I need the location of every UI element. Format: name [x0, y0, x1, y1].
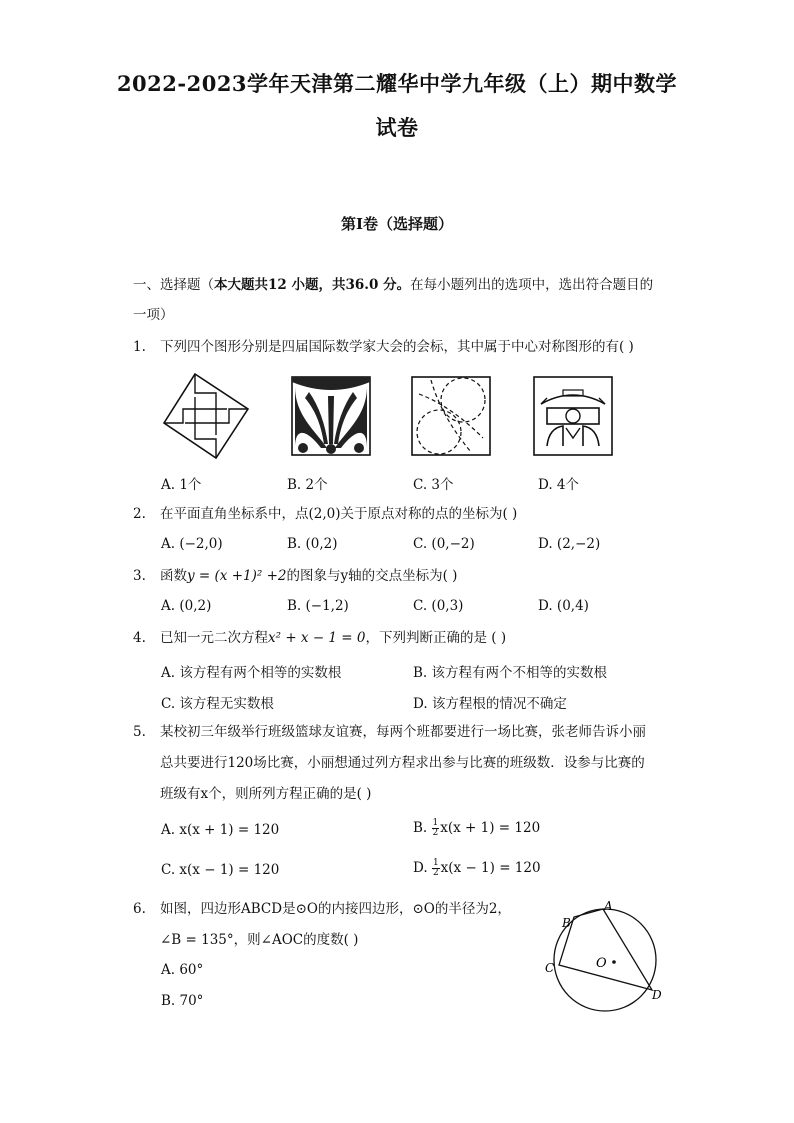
q2-option-d: D. (2,−2)	[538, 536, 601, 552]
question-3	[133, 561, 457, 591]
q1-figure-4	[533, 376, 613, 456]
q2-option-b: B. (0,2)	[287, 536, 338, 552]
question-5	[133, 717, 646, 747]
question-text: 下列四个图形分别是四届国际数学家大会的会标，其中属于中心对称图形的有( )	[160, 339, 634, 355]
question-formula: x² + x − 1 = 0	[268, 630, 366, 646]
q1-option-a: A. 1个	[161, 477, 202, 493]
q6-option-b: B. 70°	[161, 993, 204, 1009]
q3-option-b: B. (−1,2)	[287, 598, 349, 614]
question-number: 3.	[133, 568, 146, 584]
q5-option-a: A. x(x + 1) = 120	[161, 822, 280, 838]
q4-option-a: A. 该方程有两个相等的实数根	[161, 665, 342, 681]
question-formula: y = (x +1)² +2	[187, 568, 287, 584]
question-6	[133, 894, 511, 924]
page-title-line1: 2022-2023学年天津第二耀华中学九年级（上）期中数学	[116, 71, 678, 96]
label-a: A	[604, 899, 613, 913]
question-number: 5.	[133, 724, 146, 740]
q1-figure-1	[161, 371, 251, 461]
section-intro	[133, 270, 665, 330]
q3-option-c: C. (0,3)	[413, 598, 464, 614]
fraction-half: $\frac{1}{2}$	[432, 858, 439, 878]
question-2	[133, 499, 517, 529]
q1-figure-3	[411, 376, 491, 456]
q1-option-b: B. 2个	[287, 477, 328, 493]
fraction-half: $\frac{1}{2}$	[432, 818, 439, 838]
page-title-line2: 试卷	[375, 115, 419, 140]
label-d: D	[652, 988, 662, 1002]
q1-option-c: C. 3个	[413, 477, 454, 493]
question-number: 6.	[133, 901, 146, 917]
question-5-line3: 班级有x个，则所列方程正确的是( )	[160, 786, 372, 802]
label-o: O	[596, 956, 607, 971]
q6-option-a: A. 60°	[161, 962, 204, 978]
q4-option-c: C. 该方程无实数根	[161, 696, 274, 712]
question-4	[133, 623, 506, 653]
intro-suffix: 在每小题列出的选项中，选出符合题目的一项）	[133, 277, 654, 323]
section-heading: 第I卷（选择题）	[340, 215, 454, 233]
q4-option-d: D. 该方程根的情况不确定	[413, 696, 567, 712]
question-text-pre: 函数	[160, 568, 187, 584]
q6-circle-figure	[540, 898, 670, 1016]
question-text-post: ，下列判断正确的是 ( )	[365, 630, 507, 646]
q5-option-b-formula: x(x + 1) = 120	[440, 820, 541, 836]
question-6-line2: ∠B = 135°，则∠AOC的度数( )	[160, 932, 359, 948]
q5-option-d-label: D.	[413, 860, 428, 876]
question-number: 1.	[133, 339, 146, 355]
label-b: B	[562, 916, 571, 930]
q1-figure-2	[291, 376, 371, 456]
question-text-line1: 如图，四边形ABCD是⊙O的内接四边形，⊙O的半径为2，	[160, 901, 511, 917]
question-text: 在平面直角坐标系中，点(2,0)关于原点对称的点的坐标为( )	[160, 506, 518, 522]
question-number: 4.	[133, 630, 146, 646]
question-5-line2: 总共要进行120场比赛，小丽想通过列方程求出参与比赛的班级数．设参与比赛的	[160, 755, 645, 771]
q3-option-d: D. (0,4)	[538, 598, 589, 614]
question-number: 2.	[133, 506, 146, 522]
question-1	[133, 332, 634, 362]
question-text-line1: 某校初三年级举行班级篮球友谊赛，每两个班都要进行一场比赛，张老师告诉小丽	[160, 724, 646, 740]
q3-option-a: A. (0,2)	[161, 598, 212, 614]
q5-option-d	[413, 859, 541, 878]
q4-option-b: B. 该方程有两个不相等的实数根	[413, 665, 608, 681]
intro-prefix: 一、选择题（	[133, 277, 214, 293]
question-text-post: 的图象与y轴的交点坐标为( )	[286, 568, 458, 584]
q5-option-b-label: B.	[413, 820, 428, 836]
q5-option-c: C. x(x − 1) = 120	[161, 862, 280, 878]
q5-option-b	[413, 819, 540, 838]
q1-option-d: D. 4个	[538, 477, 580, 493]
q5-option-d-formula: x(x − 1) = 120	[440, 860, 541, 876]
question-text-pre: 已知一元二次方程	[160, 630, 268, 646]
q2-option-a: A. (−2,0)	[161, 536, 223, 552]
intro-bold: 本大题共12 小题，共36.0 分。	[214, 277, 411, 293]
label-c: C	[545, 961, 555, 975]
q2-option-c: C. (0,−2)	[413, 536, 475, 552]
